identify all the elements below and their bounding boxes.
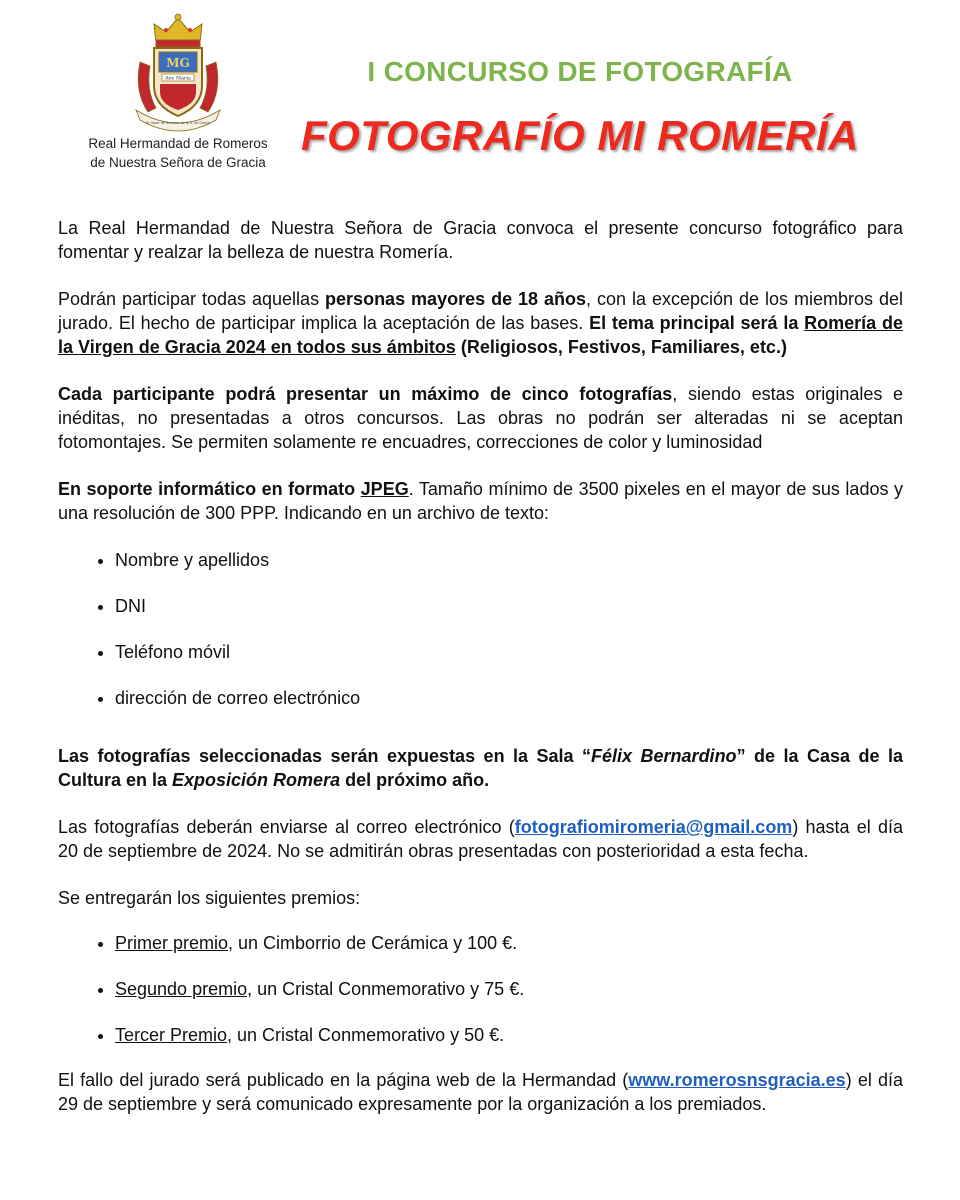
hermandad-crest-logo xyxy=(126,12,230,134)
participation-paragraph: Podrán participar todas aquellas personas mayores de 18 años, con la excepción de los miembros del jurado. El hecho de participar implica la aceptación de las bases. El tema principal será la Romería de la Virgen de Gracia 2024 en todos sus ámbitos (Religiosos, Festivos, Familiares, etc.) xyxy=(58,289,903,357)
organization-name xyxy=(60,134,296,172)
list-item: • Teléfono móvil xyxy=(115,640,903,664)
svg-text:MG: MG xyxy=(166,56,190,70)
list-item: • Primer premio, un Cimborrio de Cerámica y 100 €. xyxy=(115,931,903,955)
list-item: • Nombre y apellidos xyxy=(115,548,903,572)
contest-title: I CONCURSO DE FOTOGRAFÍA xyxy=(367,56,793,87)
prizes-intro: Se entregarán los siguientes premios: xyxy=(58,888,361,908)
org-line-2: de Nuestra Señora de Gracia xyxy=(90,155,266,170)
required-info-list xyxy=(58,548,903,710)
list-item: • Tercer Premio, un Cristal Conmemorativo y 50 €. xyxy=(115,1023,903,1047)
svg-text:Ave Maria: Ave Maria xyxy=(165,75,191,82)
document-body xyxy=(58,216,903,1139)
limits-paragraph: Cada participante podrá presentar un máximo de cinco fotografías, siendo estas originales e inéditas, no presentadas a otros concursos. Las obras no podrán ser alteradas ni se aceptan fotomontajes. Se permiten solamente re encuadres, correcciones de color y luminosidad xyxy=(58,384,903,452)
list-item: • DNI xyxy=(115,594,903,618)
format-paragraph: En soporte informático en formato JPEG. Tamaño mínimo de 3500 pixeles en el mayor de sus lados y una resolución de 300 PPP. Indicando en un archivo de texto: xyxy=(58,479,903,523)
list-item: • dirección de correo electrónico xyxy=(115,686,903,710)
prizes-list xyxy=(58,931,903,1047)
crown-icon xyxy=(154,14,202,47)
verdict-paragraph: El fallo del jurado será publicado en la página web de la Hermandad (www.romerosnsgracia.es) el día 29 de septiembre y será comunicado expresamente por la organización a los premiados. xyxy=(58,1070,904,1114)
svg-text:R. Hdad. de Romeros de N. S. d: R. Hdad. de Romeros de N. S. de Gracia xyxy=(146,121,210,125)
website-link[interactable]: www.romerosnsgracia.es xyxy=(628,1070,846,1090)
org-line-1: Real Hermandad de Romeros xyxy=(88,136,268,151)
intro-paragraph: La Real Hermandad de Nuestra Señora de Gracia convoca el presente concurso fotográfico para fomentar y realzar la belleza de nuestra Romería. xyxy=(58,218,903,262)
submission-paragraph: Las fotografías deberán enviarse al correo electrónico (fotografiomiromeria@gmail.com) hasta el día 20 de septiembre de 2024. No se admitirán obras presentadas con posterioridad a esta fecha. xyxy=(58,817,904,861)
exhibition-paragraph: Las fotografías seleccionadas serán expuestas en la Sala “Félix Bernardino” de la Casa de la Cultura en la Exposición Romera del próximo año. xyxy=(58,746,904,790)
contest-name: FOTOGRAFÍO MI ROMERÍA xyxy=(300,112,860,159)
email-link[interactable]: fotografiomiromeria@gmail.com xyxy=(514,817,793,837)
list-item: • Segundo premio, un Cristal Conmemorativo y 75 €. xyxy=(115,977,903,1001)
